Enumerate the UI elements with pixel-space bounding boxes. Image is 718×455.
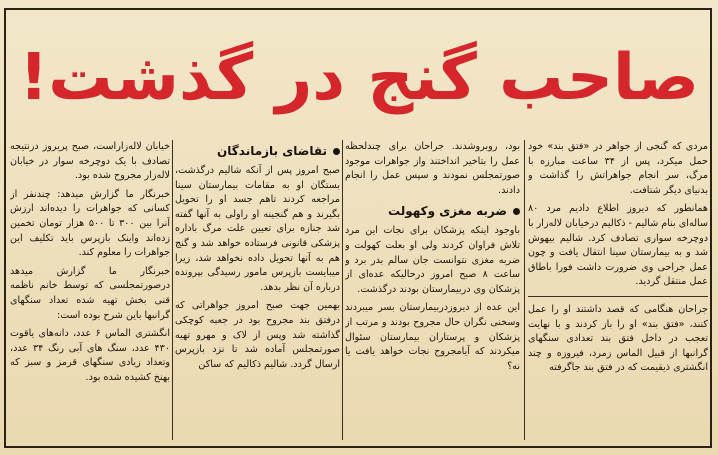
article-column-2 — [345, 140, 520, 445]
paragraph: جراحان هنگامی که قصد داشتند او را عمل کنند، «فتق بند» او را باز کردند و با نهایت تعجب در داخل فتق بند تعدادی سنگهای گرانبها از قبیل الماس زمرد، فیروزه و چند انگشتری ذیقیمت که در فتق بند جاگرفته — [528, 303, 708, 374]
article-column-4 — [10, 140, 170, 445]
paragraph: خیابان لاله‌زاراست، صبح پریروز درنتیجه تصادف با یک دوچرخه سوار در خیابان لاله‌زار مجروح شده بود. — [10, 141, 170, 182]
subheading-text: تقاضای بازماندگان — [217, 144, 327, 158]
paragraph: خبرنگار ما گزارش میدهد: چندنفر از کسانی که جواهرات را دیده‌اند ارزش آنرا بین ۳۰۰ تا ۵۰۰ هزار تومان تخمین زده‌اند واینک بازپرس باید تکلیف این جواهرات را معلوم کند. — [10, 188, 170, 259]
column-divider — [342, 140, 343, 440]
bullet-icon — [513, 208, 520, 215]
subheading — [345, 202, 520, 220]
paragraph: بهمین جهت صبح امروز جواهراتی که درفتق بند مجروح بود در جعبه کوچکی گذاشته شد وپس از لاک و مهرو تهیه صورتمجلس آماده شد تا نزد بازپرس ارسال گردد. شالیم ذکالیم که ساکن — [175, 300, 340, 370]
article-column-1 — [528, 140, 708, 445]
article-headline: صاحب گنج در گذشت! — [19, 41, 699, 115]
column-divider — [172, 140, 173, 440]
column-divider — [524, 140, 525, 440]
paragraph-separator — [528, 296, 708, 297]
article-column-3 — [175, 140, 340, 445]
bullet-icon — [333, 148, 340, 155]
paragraph: خبرنگار ما گزارش میدهد درصورتمجلسی که توسط خانم ناظمه قنی بخش تهیه شده تعداد سنگهای گرانبها باین شرح بوده است: — [10, 265, 170, 321]
paragraph: همانطور که دیروز اطلاع دادیم مرد ۸۰ ساله‌ای بنام شالیم - ذکالیم درخیابان لاله‌زار با دوچرخه سواری تصادف کرد. شالیم بیهوش شد و به بیمارستان سینا انتقال یافت و چون عمل جراحی وی ضرورت داشت فورا باطاق عمل منتقل گردید. — [528, 203, 708, 288]
subheading — [175, 142, 340, 160]
paragraph: مردی که گنجی از جواهر در «فتق بند» خود حمل میکرد، پس از ۳۴ ساعت مبارزه با مرگ، سر انجام جواهراتش را گذاشت و بدنیای دیگر شتافت. — [528, 141, 708, 196]
paragraph: انگشتری الماس ۶ عدد، دانه‌های یاقوت ۴۳۰ عدد، سنگ های آبی رنگ ۳۴ عدد، وتعداد زیادی سنگهای قرمز و سبز که بهنخ کشیده شده بود. — [10, 328, 170, 383]
subheading-text: ضربه مغزی وکهولت — [388, 204, 507, 219]
paragraph: این عده از دیروزدربیمارستان بسر میبردند وسخنی نگران حال مجروح بودند و مرتب از پزشکان و پرستاران بیمارستان سئوال میکردند که آیامجروح نجات خواهد یافت یا نه؟ — [345, 302, 520, 372]
paragraph: صبح امروز پس از آنکه شالیم درگذشت، بستگان او به مقامات بیمارستان سینا مراجعه کردند تاهم جسد او را تحویل بگیرند و هم گنجینه او راولی به آنها گفته شد جنازه برای تعیین علت مرگ باداره پزشکی قانونی فرستاده خواهد شد و گنج هم به آنها تحویل داده نخواهد شد، زیرا میبایست بازپرس مامور رسیدگی بپرونده درباره آن نظر بدهد. — [175, 165, 340, 293]
paragraph: بود، روبروشدند. جراحان برای چندلحظه عمل را بتاخیر انداختند واز جواهرات موجود صورتمجلس نمودند و سپس عمل را انجام دادند. — [345, 141, 520, 196]
paragraph: باوجود اینکه پزشکان برای نجات این مرد تلاش فراوان کردند ولی او بعلت کهولت و ضربه مغزی نتوانست جان سالم بدر برد و ساعت ۸ صبح امروز درحالیکه عده‌ای از پزشکان وی دربیمارستان بودند درگذشت. — [345, 225, 520, 295]
